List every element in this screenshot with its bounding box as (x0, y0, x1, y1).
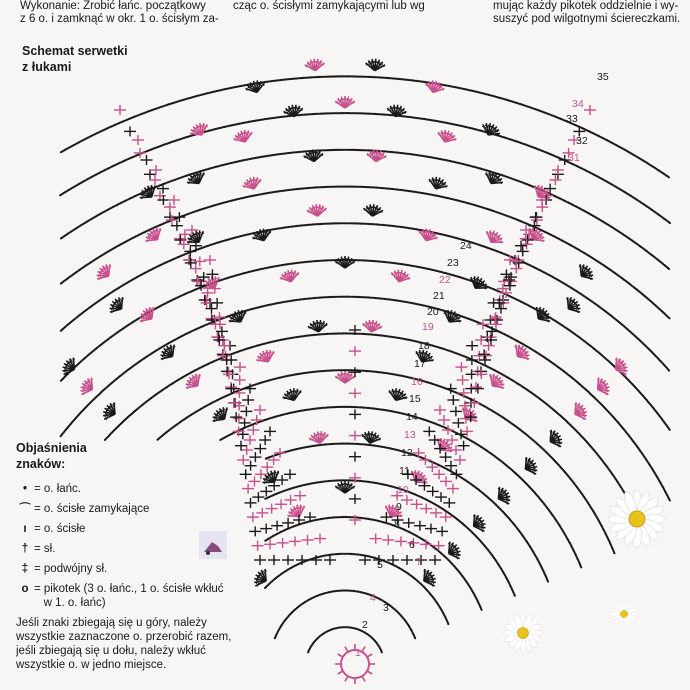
legend-symbol: • (22, 483, 28, 495)
legend-symbol: o (21, 583, 29, 595)
legend-symbol: ⌒ (19, 503, 31, 515)
round-number: 19 (422, 321, 434, 333)
header-text-left: Wykonanie: Zrobić łańc. początkowy z 6 o. i zamknąć w okr. 1 o. ścisłym za- (20, 0, 219, 25)
round-number: 33 (566, 113, 578, 125)
round-number: 2 (362, 619, 368, 631)
legend-symbol: † (21, 543, 29, 555)
legend-text: = o. ścisłe (34, 523, 86, 535)
round-number: 10 (397, 484, 409, 496)
starting-ring (335, 644, 375, 684)
daisy-icon (606, 488, 668, 555)
diagram-title: Schemat serwetki z łukami (22, 44, 128, 74)
round-number: 5 (377, 559, 383, 571)
round-number: 1 (355, 647, 361, 659)
legend-item (16, 482, 262, 496)
round-number: 22 (439, 274, 451, 286)
legend-symbol: ‡ (21, 563, 29, 575)
round-number: 14 (406, 411, 418, 423)
legend-text: = sł. (34, 543, 56, 555)
legend-item (16, 582, 262, 610)
round-number: 31 (568, 152, 580, 164)
legend-title: Objaśnienia znaków: (16, 441, 87, 471)
round-number: 13 (404, 429, 416, 441)
legend-text: = pikotek (3 o. łańc., 1 o. ścisłe wkłuć w 1. o. łańc) (34, 583, 224, 609)
legend-item (16, 502, 262, 516)
legend-text: = podwójny sł. (34, 563, 108, 575)
legend-symbol: ı (23, 523, 27, 535)
round-number: 32 (576, 135, 588, 147)
round-number: 9 (396, 501, 402, 513)
round-number: 34 (572, 98, 584, 110)
round-number: 23 (447, 257, 459, 269)
round-number: 21 (433, 290, 445, 302)
header-text-right: mując każdy pikotek oddzielnie i wy- suszyć pod wilgotnymi ściereczkami. (493, 0, 681, 25)
round-number: 3 (383, 602, 389, 614)
round-number: 8 (394, 518, 400, 530)
round-number: 12 (401, 447, 413, 459)
round-number: 16 (411, 376, 423, 388)
header-text-middle: cząc o. ścisłymi zamykającymi lub wg (233, 0, 425, 12)
round-number: 6 (409, 539, 415, 551)
round-number: 20 (427, 306, 439, 318)
daisy-icon (502, 612, 544, 659)
round-number: 4 (370, 592, 376, 604)
round-number: 7 (416, 556, 422, 568)
legend-text: = o. ścisłe zamykające (34, 503, 150, 515)
round-number: 35 (597, 71, 609, 83)
daisy-icon (610, 600, 638, 633)
round-number: 24 (460, 240, 472, 252)
shoe-sticker-icon (198, 530, 228, 565)
legend-text: = o. łańc. (34, 483, 81, 495)
round-number: 18 (418, 340, 430, 352)
legend-note: Jeśli znaki zbiegają się u góry, należy wszystkie zaznaczone o. przerobić razem, jeśli zbiegają się u dołu, należy wkłuć wszystkie o. w jedno miejsce. (16, 617, 232, 671)
round-number: 15 (409, 393, 421, 405)
round-number: 17 (414, 358, 426, 370)
round-number: 11 (399, 465, 410, 477)
